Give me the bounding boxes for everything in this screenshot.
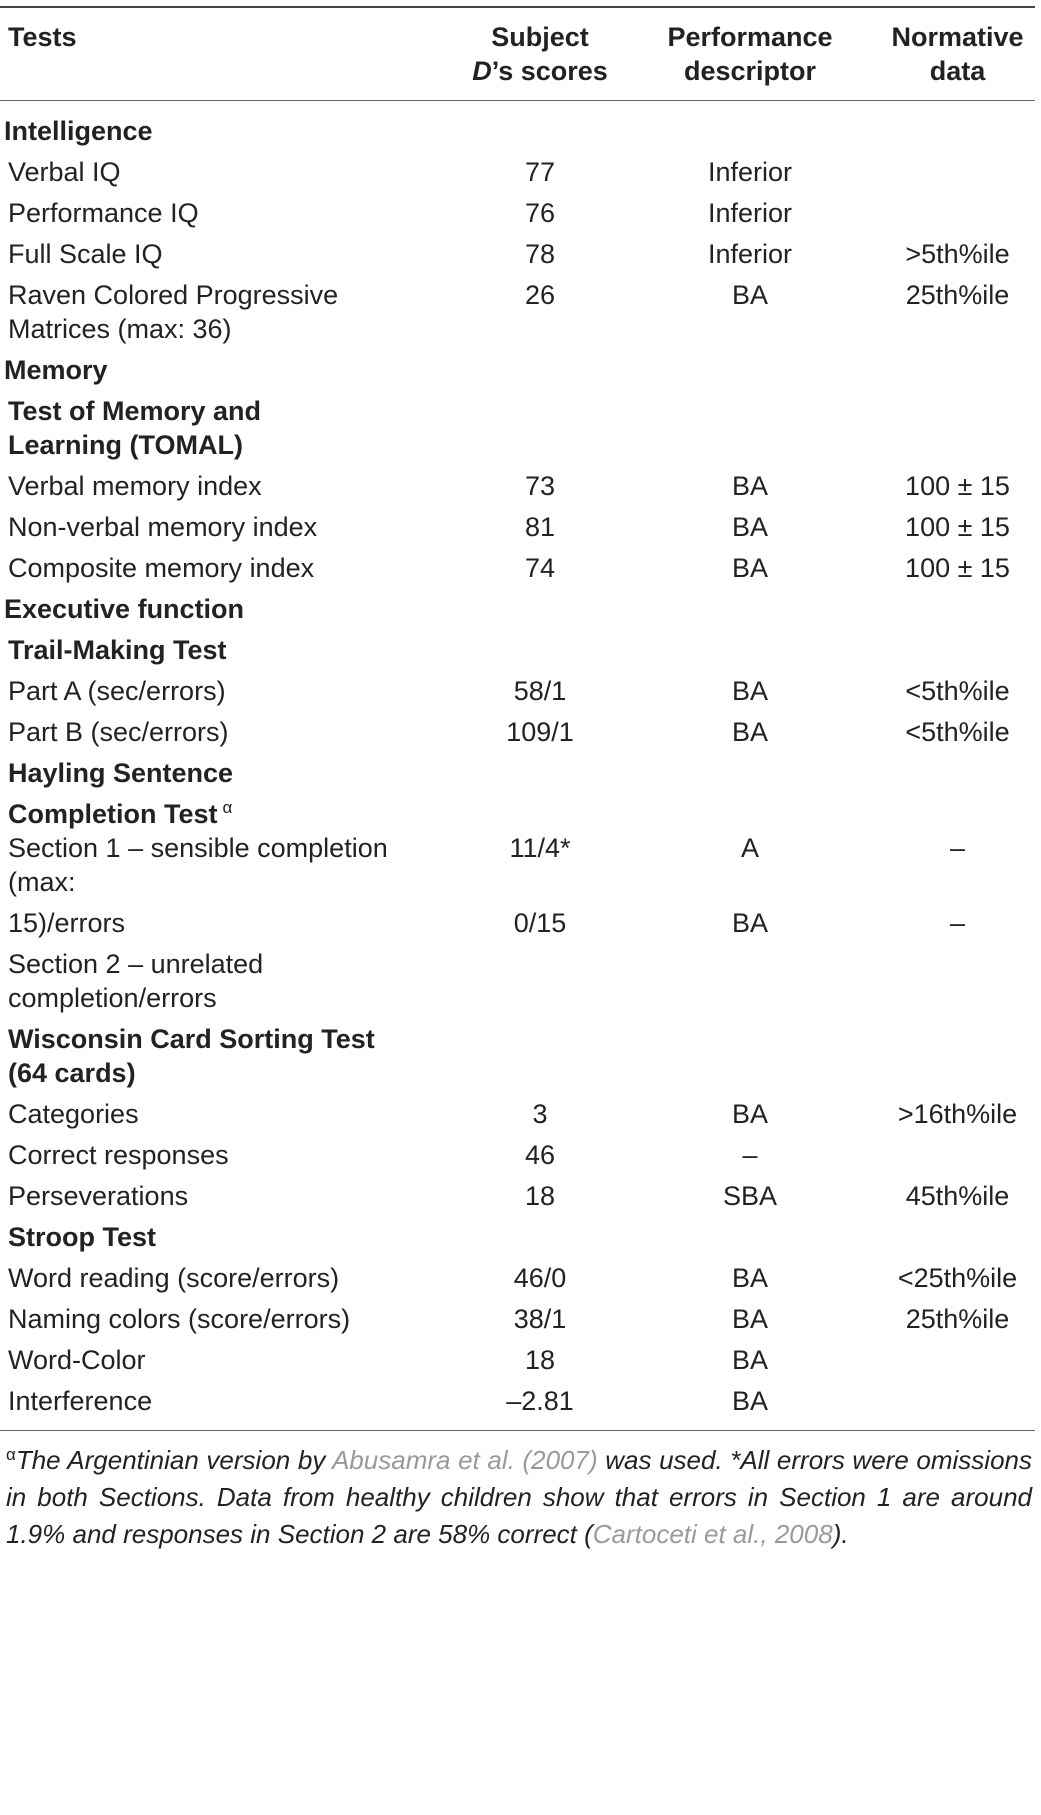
row-naming-colors-norm: 25th%ile (905, 1304, 1010, 1334)
row-section2-test-line2: completion/errors (8, 983, 217, 1013)
row-section1-errors-test: 15)/errors (8, 908, 126, 938)
row-section1-errors-score: 0/15 (513, 908, 567, 938)
row-section1-errors-descriptor: BA (731, 908, 769, 938)
row-part-a-norm: <5th%ile (905, 676, 1010, 706)
row-verbal-memory-descriptor: BA (731, 471, 769, 501)
row-word-reading-norm: <25th%ile (897, 1263, 1018, 1293)
subsection-hayling-line1: Hayling Sentence (8, 758, 234, 788)
footnote-reference-abusamra-link[interactable]: Abusamra et al. (2007) (331, 1445, 598, 1475)
row-raven-score: 26 (524, 280, 556, 310)
row-performance-iq-descriptor: Inferior (707, 198, 793, 228)
header-normative-line2: data (929, 56, 986, 86)
row-composite-memory-test: Composite memory index (8, 553, 315, 583)
row-verbal-iq-score: 77 (524, 157, 556, 187)
header-performance-line1: Performance (667, 22, 833, 52)
row-section1-test-line2: (max: (8, 867, 76, 897)
subsection-stroop: Stroop Test (8, 1222, 156, 1252)
row-full-scale-iq-norm: >5th%ile (905, 239, 1010, 269)
row-interference-descriptor: BA (731, 1386, 769, 1416)
header-subject-line2: D’s scores (472, 56, 608, 86)
subsection-wcst-line1: Wisconsin Card Sorting Test (8, 1024, 375, 1054)
section-intelligence: Intelligence (4, 116, 153, 146)
row-composite-memory-norm: 100 ± 15 (905, 553, 1010, 583)
row-nonverbal-memory-descriptor: BA (731, 512, 769, 542)
row-section1-descriptor: A (740, 833, 759, 863)
row-verbal-iq-test: Verbal IQ (8, 157, 121, 187)
row-word-color-score: 18 (524, 1345, 556, 1375)
table-footnote (6, 1436, 1032, 1553)
row-raven-descriptor: BA (731, 280, 769, 310)
row-raven-norm: 25th%ile (905, 280, 1010, 310)
footnote-text-2: was used. *All errors were omissions in both Sections. Data from healthy children show that errors in Section 1 are around 1.9% and responses in Section 2 are 58% correct ( (6, 1445, 1032, 1549)
subsection-hayling-line2: Completion Test $^\alpha$ (8, 798, 233, 829)
header-rule (0, 100, 1035, 101)
row-part-a-test: Part A (sec/errors) (8, 676, 226, 706)
row-part-a-descriptor: BA (731, 676, 769, 706)
row-categories-descriptor: BA (731, 1099, 769, 1129)
row-section1-norm: – (949, 833, 966, 863)
row-categories-test: Categories (8, 1099, 139, 1129)
row-section1-errors-norm: – (949, 908, 966, 938)
row-interference-score: –2.81 (506, 1386, 574, 1416)
row-full-scale-iq-descriptor: Inferior (707, 239, 793, 269)
footnote-alpha-marker: α (6, 1445, 16, 1464)
row-part-b-descriptor: BA (731, 717, 769, 747)
row-part-b-test: Part B (sec/errors) (8, 717, 229, 747)
alpha-footnote-marker: α (222, 798, 233, 817)
row-verbal-iq-descriptor: Inferior (707, 157, 793, 187)
row-correct-responses-descriptor: – (742, 1140, 758, 1170)
subsection-tomal-line1: Test of Memory and (8, 396, 262, 426)
subsection-tomal-line2: Learning (TOMAL) (8, 430, 243, 460)
row-perseverations-score: 18 (524, 1181, 556, 1211)
row-raven-test-line1: Raven Colored Progressive (8, 280, 339, 310)
row-part-b-norm: <5th%ile (905, 717, 1010, 747)
section-executive-function: Executive function (4, 594, 245, 624)
row-perseverations-descriptor: SBA (722, 1181, 778, 1211)
row-verbal-memory-score: 73 (524, 471, 556, 501)
row-naming-colors-score: 38/1 (513, 1304, 567, 1334)
row-verbal-memory-norm: 100 ± 15 (905, 471, 1010, 501)
row-word-reading-descriptor: BA (731, 1263, 769, 1293)
row-nonverbal-memory-norm: 100 ± 15 (905, 512, 1010, 542)
row-composite-memory-descriptor: BA (731, 553, 769, 583)
row-section1-test-line1: Section 1 – sensible completion (8, 833, 388, 863)
header-normative-line1: Normative (891, 22, 1024, 52)
section-memory: Memory (4, 355, 108, 385)
bottom-rule (0, 1430, 1035, 1431)
row-word-color-descriptor: BA (731, 1345, 769, 1375)
row-raven-test-line2: Matrices (max: 36) (8, 314, 232, 344)
header-performance-line2: descriptor (683, 56, 817, 86)
row-full-scale-iq-score: 78 (524, 239, 556, 269)
row-word-reading-score: 46/0 (513, 1263, 567, 1293)
subsection-wcst-line2: (64 cards) (8, 1058, 136, 1088)
row-performance-iq-score: 76 (524, 198, 556, 228)
top-rule (0, 6, 1035, 8)
row-full-scale-iq-test: Full Scale IQ (8, 239, 163, 269)
row-word-reading-test: Word reading (score/errors) (8, 1263, 340, 1293)
row-composite-memory-score: 74 (524, 553, 556, 583)
row-performance-iq-test: Performance IQ (8, 198, 199, 228)
row-verbal-memory-test: Verbal memory index (8, 471, 262, 501)
subsection-trail-making: Trail-Making Test (8, 635, 227, 665)
row-naming-colors-test: Naming colors (score/errors) (8, 1304, 351, 1334)
footnote-text-1: The Argentinian version by (15, 1445, 332, 1475)
row-word-color-test: Word-Color (8, 1345, 146, 1375)
row-categories-norm: >16th%ile (897, 1099, 1018, 1129)
row-perseverations-test: Perseverations (8, 1181, 189, 1211)
row-nonverbal-memory-score: 81 (524, 512, 556, 542)
row-perseverations-norm: 45th%ile (905, 1181, 1010, 1211)
row-section1-score: 11/4* (509, 833, 571, 863)
row-part-b-score: 109/1 (506, 717, 574, 747)
row-naming-colors-descriptor: BA (731, 1304, 769, 1334)
row-part-a-score: 58/1 (513, 676, 567, 706)
row-interference-test: Interference (8, 1386, 153, 1416)
row-categories-score: 3 (532, 1099, 548, 1129)
header-tests: Tests (8, 22, 77, 52)
row-correct-responses-test: Correct responses (8, 1140, 229, 1170)
row-correct-responses-score: 46 (524, 1140, 556, 1170)
row-nonverbal-memory-test: Non-verbal memory index (8, 512, 318, 542)
header-subject-line1: Subject (491, 22, 589, 52)
row-section2-test-line1: Section 2 – unrelated (8, 949, 264, 979)
footnote-text-3: ). (832, 1519, 849, 1549)
footnote-reference-cartoceti-link[interactable]: Cartoceti et al., 2008 (592, 1519, 833, 1549)
